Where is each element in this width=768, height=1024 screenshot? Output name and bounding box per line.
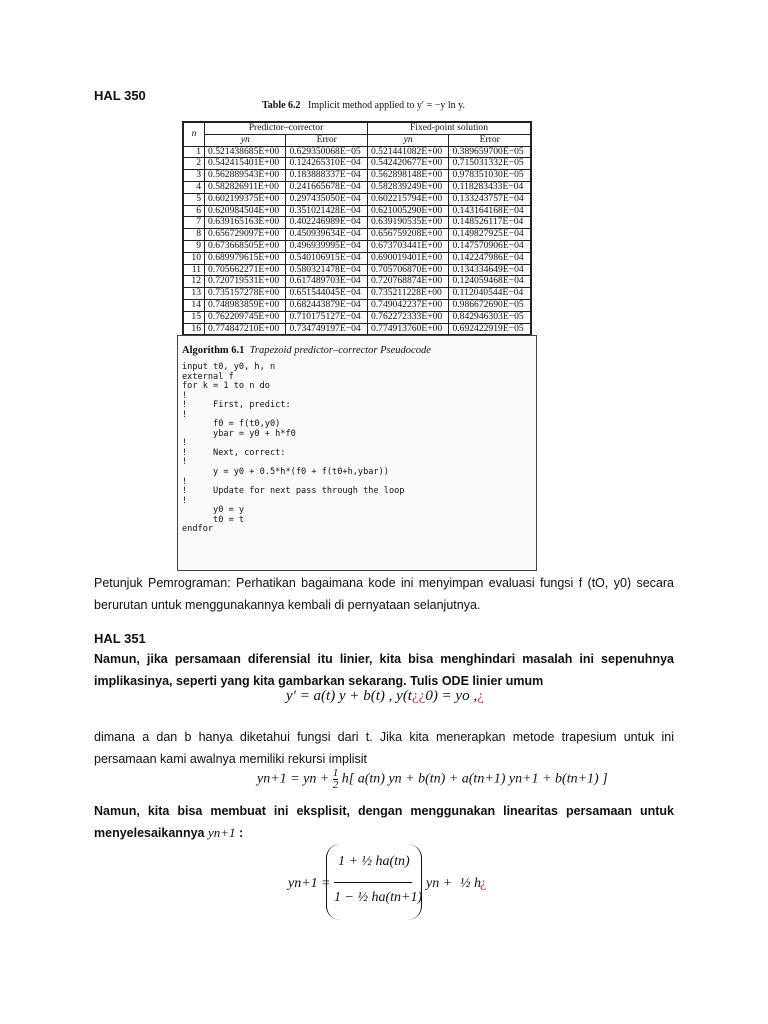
table-cell: 0.147570906E−04 [449, 240, 531, 252]
table-cell: 0.774913760E+00 [367, 323, 448, 335]
table-cell: 0.762272333E+00 [367, 311, 448, 323]
table-cell-n: 9 [183, 240, 205, 252]
table-cell-n: 15 [183, 311, 205, 323]
table-cell: 0.351021428E−04 [286, 205, 367, 217]
table-cell-n: 1 [183, 146, 205, 158]
table-cell: 0.402246989E−04 [286, 217, 367, 229]
table-caption [262, 100, 465, 111]
table-cell: 0.134334649E−04 [449, 264, 531, 276]
eq3-denominator: 1 − ½ ha(tn+1) [334, 890, 423, 905]
eq1-lhs: y′ = a(t) y + b(t) , y(t [286, 688, 412, 704]
table-cell: 0.562898148E+00 [367, 170, 448, 182]
table-cell: 0.682443879E−04 [286, 299, 367, 311]
table-cell: 0.580321478E−04 [286, 264, 367, 276]
table-cell-n: 3 [183, 170, 205, 182]
inline-var-yn1: yn+1 [207, 825, 236, 840]
eq2-lhs: yn+1 = yn + [257, 771, 330, 787]
table-cell-n: 11 [183, 264, 205, 276]
eq2-half-num: 1 [332, 767, 339, 779]
table-cell: 0.521441082E+00 [367, 146, 448, 158]
section-heading-hal350: HAL 350 [94, 88, 146, 103]
section-heading-hal351: HAL 351 [94, 631, 146, 646]
table-row [183, 181, 531, 193]
table-row [183, 205, 531, 217]
table-cell-n: 7 [183, 217, 205, 229]
table-cell: 0.629350068E−05 [286, 146, 367, 158]
col-header-yn: yn [367, 134, 448, 146]
table-row [183, 170, 531, 182]
table-cell-n: 13 [183, 288, 205, 300]
col-group-predictor-corrector: Predictor–corrector [205, 122, 368, 134]
table-cell: 0.582839249E+00 [367, 181, 448, 193]
paragraph-linear-ode: Namun, jika persamaan diferensial itu linier, kita bisa menghindari masalah ini sepenuhnya implikasinya, seperti yang kita gambarkan sekarang. Tulis ODE linier umum [94, 652, 674, 688]
table-cell: 0.762209745E+00 [205, 311, 286, 323]
equation-implicit-recursion [257, 768, 608, 791]
table-cell: 0.133243757E−04 [449, 193, 531, 205]
table-row [183, 264, 531, 276]
table-cell: 0.241665678E−04 [286, 181, 367, 193]
eq3-lhs: yn+1 = [288, 876, 331, 891]
table-row [183, 229, 531, 241]
table-cell: 0.496939995E−04 [286, 240, 367, 252]
paragraph-explicit [94, 800, 674, 844]
table-row [183, 217, 531, 229]
table-cell: 0.774847210E+00 [205, 323, 286, 335]
table-cell: 0.735211228E+00 [367, 288, 448, 300]
table-cell: 0.651544045E−04 [286, 288, 367, 300]
table-cell: 0.148526117E−04 [449, 217, 531, 229]
table-cell: 0.542415401E+00 [205, 158, 286, 170]
implicit-method-table [182, 121, 532, 336]
paragraph-programming-hint: Petunjuk Pemrograman: Perhatikan bagaimana kode ini menyimpan evaluasi fungsi f (tO, y0) secara berurutan untuk menggunakannya kembali di pernyataan selanjutnya. [94, 576, 674, 612]
p4-colon: : [239, 826, 244, 840]
table-caption-text: Implicit method applied to y′ = −y ln y. [308, 100, 465, 111]
table-cell: 0.705706870E+00 [367, 264, 448, 276]
eq2-half-fraction [333, 768, 339, 791]
table-cell: 0.692422919E−05 [449, 323, 531, 335]
table-row [183, 252, 531, 264]
table-cell: 0.183888337E−04 [286, 170, 367, 182]
eq3-fraction-bar [334, 882, 412, 883]
table-caption-label: Table 6.2 [262, 100, 301, 111]
table-cell: 0.540106915E−04 [286, 252, 367, 264]
table-cell-n: 4 [183, 181, 205, 193]
table-cell: 0.735157278E+00 [205, 288, 286, 300]
eq3-after: yn + [426, 876, 453, 891]
eq3-tail-glyph: ¿ [480, 876, 487, 891]
eq3-numerator: 1 + ½ ha(tn) [338, 854, 410, 869]
table-cell: 0.450939634E−04 [286, 229, 367, 241]
table-cell: 0.142247986E−04 [449, 252, 531, 264]
table-cell: 0.748983859E+00 [205, 299, 286, 311]
table-cell: 0.690019401E+00 [367, 252, 448, 264]
table-cell: 0.689979615E+00 [205, 252, 286, 264]
table-row [183, 193, 531, 205]
table-cell: 0.720768874E+00 [367, 276, 448, 288]
table-cell-n: 2 [183, 158, 205, 170]
eq2-rhs: h[ a(tn) yn + b(tn) + a(tn+1) yn+1 + b(tn+1) ] [341, 771, 608, 787]
table-cell-n: 12 [183, 276, 205, 288]
table-cell-n: 6 [183, 205, 205, 217]
col-header-n: n [183, 122, 205, 146]
table-cell-n: 8 [183, 229, 205, 241]
table-cell: 0.112040544E−04 [449, 288, 531, 300]
table-cell: 0.149827925E−04 [449, 229, 531, 241]
col-header-error: Error [449, 134, 531, 146]
table-cell: 0.582826911E+00 [205, 181, 286, 193]
table-cell: 0.710175127E−04 [286, 311, 367, 323]
table-row [183, 146, 531, 158]
table-cell: 0.720719531E+00 [205, 276, 286, 288]
col-header-error: Error [286, 134, 367, 146]
table-cell: 0.124265310E−04 [286, 158, 367, 170]
table-cell: 0.673668505E+00 [205, 240, 286, 252]
table-cell: 0.749042237E+00 [367, 299, 448, 311]
col-header-yn: yn [205, 134, 286, 146]
table-cell-n: 14 [183, 299, 205, 311]
table-cell: 0.842946303E−05 [449, 311, 531, 323]
eq1-mid: 0) = yo , [425, 688, 478, 704]
table-row [183, 288, 531, 300]
p4-text: Namun, kita bisa membuat ini eksplisit, dengan menggunakan linearitas persamaan untuk menyelesaikannya [94, 804, 674, 840]
table-row [183, 158, 531, 170]
table-row [183, 311, 531, 323]
table-cell: 0.617489703E−04 [286, 276, 367, 288]
algorithm-title [182, 345, 431, 356]
table-cell-n: 16 [183, 323, 205, 335]
equation-explicit-solution [288, 848, 488, 928]
table-cell-n: 5 [183, 193, 205, 205]
table-cell: 0.639165163E+00 [205, 217, 286, 229]
table-cell: 0.639190535E+00 [367, 217, 448, 229]
table-cell: 0.521438685E+00 [205, 146, 286, 158]
table-cell: 0.978351030E−05 [449, 170, 531, 182]
eq1-tail: ¿ [477, 688, 484, 704]
table-body [183, 146, 531, 335]
table-cell: 0.656759208E+00 [367, 229, 448, 241]
eq3-tail-half: ½ h [460, 876, 481, 891]
algorithm-title-text: Trapezoid predictor–corrector Pseudocode [249, 345, 431, 356]
table-cell: 0.656729097E+00 [205, 229, 286, 241]
table-cell: 0.620984504E+00 [205, 205, 286, 217]
eq1-glyph: ¿¿ [411, 688, 426, 704]
table-cell: 0.673703441E+00 [367, 240, 448, 252]
eq2-half-den: 2 [332, 779, 339, 791]
table-row [183, 323, 531, 335]
table-cell: 0.124059468E−04 [449, 276, 531, 288]
paragraph-trapezoid: dimana a dan b hanya diketahui fungsi dari t. Jika kita menerapkan metode trapesium untuk ini persamaan kami awalnya memiliki rekursi implisit [94, 730, 674, 766]
table-cell: 0.118283433E−04 [449, 181, 531, 193]
table-cell-n: 10 [183, 252, 205, 264]
algorithm-label: Algorithm 6.1 [182, 345, 245, 356]
table-row [183, 299, 531, 311]
table-cell: 0.297435050E−04 [286, 193, 367, 205]
table-cell: 0.143164168E−04 [449, 205, 531, 217]
table-cell: 0.602199375E+00 [205, 193, 286, 205]
algorithm-pseudocode: input t0, y0, h, n external f for k = 1 to n do ! ! First, predict: ! f0 = f(t0,y0) ybar = y0 + h*f0 ! ! Next, correct: ! y = y0 + 0.5*h*(f0 + f(t0+h,ybar)) ! ! Update for next pass through the loop ! y0 = y t0 = t endfor [182, 362, 405, 535]
table-cell: 0.734749197E−04 [286, 323, 367, 335]
table-cell: 0.621005290E+00 [367, 205, 448, 217]
table-row [183, 276, 531, 288]
table-cell: 0.705662271E+00 [205, 264, 286, 276]
table-row [183, 240, 531, 252]
table-cell: 0.715031332E−05 [449, 158, 531, 170]
table-cell: 0.986672690E−05 [449, 299, 531, 311]
table-cell: 0.389659700E−05 [449, 146, 531, 158]
table-cell: 0.542420677E+00 [367, 158, 448, 170]
equation-linear-ode [286, 688, 484, 705]
table-cell: 0.602215794E+00 [367, 193, 448, 205]
table-cell: 0.562889543E+00 [205, 170, 286, 182]
col-group-fixed-point: Fixed-point solution [367, 122, 531, 134]
